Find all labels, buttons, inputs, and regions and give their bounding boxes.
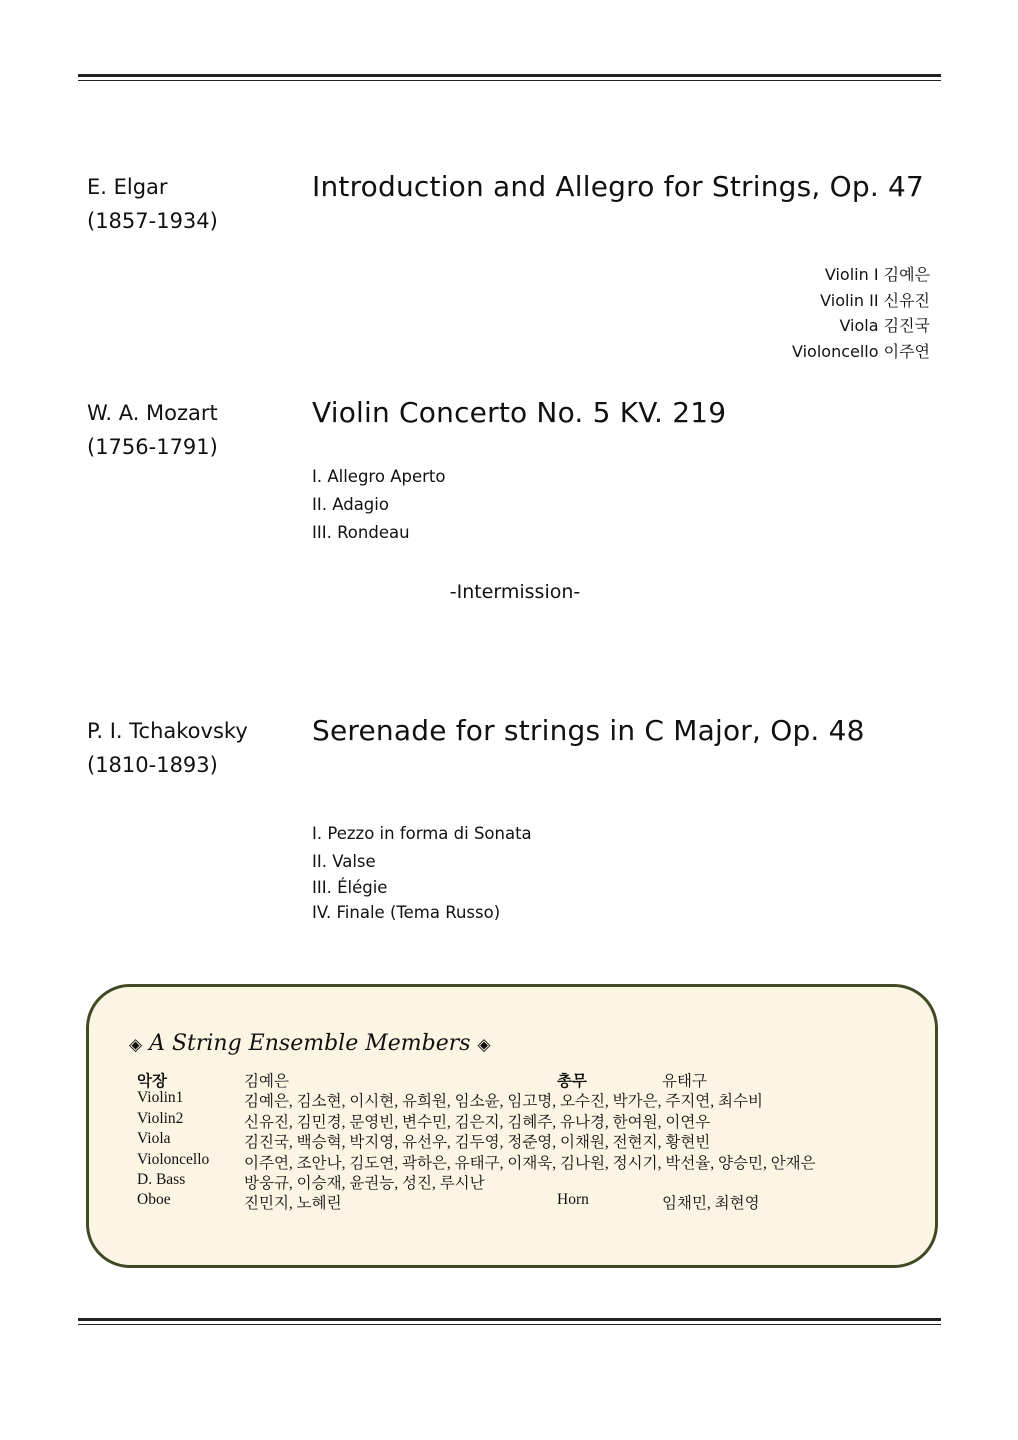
members-table [137, 1069, 917, 1212]
composer-name: W. A. Mozart [87, 401, 218, 425]
performers-list [792, 262, 930, 364]
movement: I. Pezzo in forma di Sonata [312, 824, 532, 843]
diamond-icon: ◈ [129, 1035, 143, 1055]
member-names: 김진국, 백승혁, 박지영, 유선우, 김두영, 정준영, 이채원, 전현지, 황현빈 [244, 1134, 711, 1152]
composer-name: E. Elgar [87, 175, 168, 199]
composer-years: (1857-1934) [87, 209, 218, 233]
members-panel [86, 984, 938, 1268]
member-names: 임채민, 최현영 [662, 1195, 760, 1213]
performer: Violoncello 이주연 [792, 341, 930, 361]
piece-title: Violin Concerto No. 5 KV. 219 [312, 396, 727, 429]
piece-title: Serenade for strings in C Major, Op. 48 [312, 714, 865, 747]
composer-mozart [87, 396, 218, 464]
movement-list [312, 821, 532, 928]
movement-list [312, 464, 445, 548]
member-names: 방웅규, 이승재, 윤권능, 성진, 루시난 [244, 1174, 485, 1192]
composer-name: P. I. Tchakovsky [87, 719, 248, 743]
top-rule [78, 74, 941, 81]
movement: IV. Finale (Tema Russo) [312, 903, 501, 922]
movement: I. Allegro Aperto [312, 467, 446, 486]
movement: II. Adagio [312, 495, 389, 514]
member-names: 김예은, 김소현, 이시현, 유희원, 임소윤, 임고명, 오수진, 박가은, 주지연, 최수비 [244, 1093, 763, 1111]
member-names: 신유진, 김민경, 문영빈, 변수민, 김은지, 김혜주, 유나경, 한여원, 이연우 [244, 1113, 711, 1131]
performer: Viola 김진국 [839, 316, 930, 335]
member-role: 악장 [137, 1073, 167, 1090]
member-names: 김예은 [244, 1073, 289, 1090]
members-title: A String Ensemble Members [149, 1031, 471, 1056]
member-row [137, 1130, 917, 1150]
diamond-icon: ◈ [477, 1035, 491, 1055]
member-row [137, 1191, 917, 1211]
member-names: 이주연, 조안나, 김도연, 곽하은, 유태구, 이재욱, 김나원, 정시기, 박선율, 양승민, 안재은 [244, 1154, 816, 1172]
member-role: Violin1 [137, 1089, 184, 1107]
movement: III. Rondeau [312, 523, 410, 542]
member-row [137, 1110, 917, 1130]
performer: Violin I 김예은 [824, 265, 930, 284]
composer-elgar [87, 170, 218, 238]
member-names: 유태구 [662, 1073, 707, 1090]
intermission: -Intermission- [449, 581, 581, 603]
piece-title: Introduction and Allegro for Strings, Op. 47 [312, 170, 925, 203]
member-row [137, 1151, 917, 1171]
member-role: Violoncello [137, 1150, 210, 1168]
bottom-rule [78, 1318, 941, 1325]
movement: II. Valse [312, 852, 376, 871]
member-role: Viola [137, 1130, 171, 1148]
member-row [137, 1069, 917, 1089]
movement: III. Élégie [312, 878, 388, 897]
member-role: 총무 [557, 1073, 587, 1090]
composer-years: (1810-1893) [87, 753, 218, 777]
performer: Violin II 신유진 [820, 290, 930, 310]
member-role: Violin2 [137, 1109, 184, 1127]
composer-years: (1756-1791) [87, 435, 218, 459]
member-role: D. Bass [137, 1170, 186, 1188]
composer-tchaikovsky [87, 714, 248, 782]
member-role: Horn [557, 1191, 589, 1209]
member-row [137, 1171, 917, 1191]
member-names: 진민지, 노혜린 [244, 1195, 342, 1213]
member-row [137, 1089, 917, 1109]
member-role: Oboe [137, 1191, 171, 1209]
members-heading [129, 1031, 491, 1056]
